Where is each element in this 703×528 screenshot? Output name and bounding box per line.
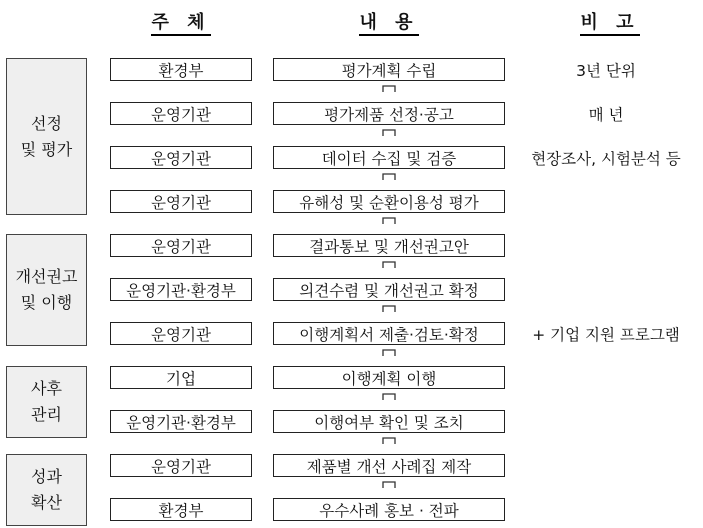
entity-box: 운영기관·환경부 bbox=[110, 278, 252, 301]
entity-box: 환경부 bbox=[110, 58, 252, 81]
entity-box: 운영기관·환경부 bbox=[110, 410, 252, 433]
header-content bbox=[273, 8, 505, 34]
entity-box: 운영기관 bbox=[110, 190, 252, 213]
entity-box: 운영기관 bbox=[110, 234, 252, 257]
content-box: 우수사례 홍보 · 전파 bbox=[273, 498, 505, 521]
content-box: 유해성 및 순환이용성 평가 bbox=[273, 190, 505, 213]
entity-box: 운영기관 bbox=[110, 454, 252, 477]
header-content-text: 내 용 bbox=[359, 12, 418, 36]
phase-follow-up: 사후 관리 bbox=[6, 366, 87, 438]
phase-selection-evaluation: 선정 및 평가 bbox=[6, 58, 87, 215]
content-box: 이행계획서 제출·검토·확정 bbox=[273, 322, 505, 345]
content-box: 결과통보 및 개선권고안 bbox=[273, 234, 505, 257]
content-box: 이행여부 확인 및 조치 bbox=[273, 410, 505, 433]
phase-dissemination: 성과 확산 bbox=[6, 454, 87, 526]
flow-connector-icon bbox=[382, 259, 396, 269]
entity-box: 운영기관 bbox=[110, 102, 252, 125]
flow-connector-icon bbox=[382, 391, 396, 401]
remark-text: 매 년 bbox=[588, 105, 624, 124]
header-remarks-text: 비 고 bbox=[580, 12, 639, 36]
content-box: 평가제품 선정·공고 bbox=[273, 102, 505, 125]
header-remarks bbox=[535, 8, 685, 34]
flow-connector-icon bbox=[382, 303, 396, 313]
content-box: 의견수렴 및 개선권고 확정 bbox=[273, 278, 505, 301]
flow-connector-icon bbox=[382, 435, 396, 445]
flow-connector-icon bbox=[382, 83, 396, 93]
flow-connector-icon bbox=[382, 479, 396, 489]
remark-text: 3년 단위 bbox=[576, 61, 636, 80]
content-box: 제품별 개선 사례집 제작 bbox=[273, 454, 505, 477]
content-box: 데이터 수집 및 검증 bbox=[273, 146, 505, 169]
header-entity-text: 주 체 bbox=[151, 12, 210, 36]
entity-box: 환경부 bbox=[110, 498, 252, 521]
flow-connector-icon bbox=[382, 171, 396, 181]
remark-text: 현장조사, 시험분석 등 bbox=[531, 149, 681, 168]
content-box: 평가계획 수립 bbox=[273, 58, 505, 81]
entity-box: 기업 bbox=[110, 366, 252, 389]
flow-connector-icon bbox=[382, 347, 396, 357]
remark-text: + 기업 지원 프로그램 bbox=[532, 325, 680, 344]
flow-connector-icon bbox=[382, 215, 396, 225]
flow-connector-icon bbox=[382, 127, 396, 137]
entity-box: 운영기관 bbox=[110, 322, 252, 345]
entity-box: 운영기관 bbox=[110, 146, 252, 169]
phase-recommendation-implementation: 개선권고 및 이행 bbox=[6, 234, 87, 346]
content-box: 이행계획 이행 bbox=[273, 366, 505, 389]
header-entity bbox=[110, 8, 252, 34]
